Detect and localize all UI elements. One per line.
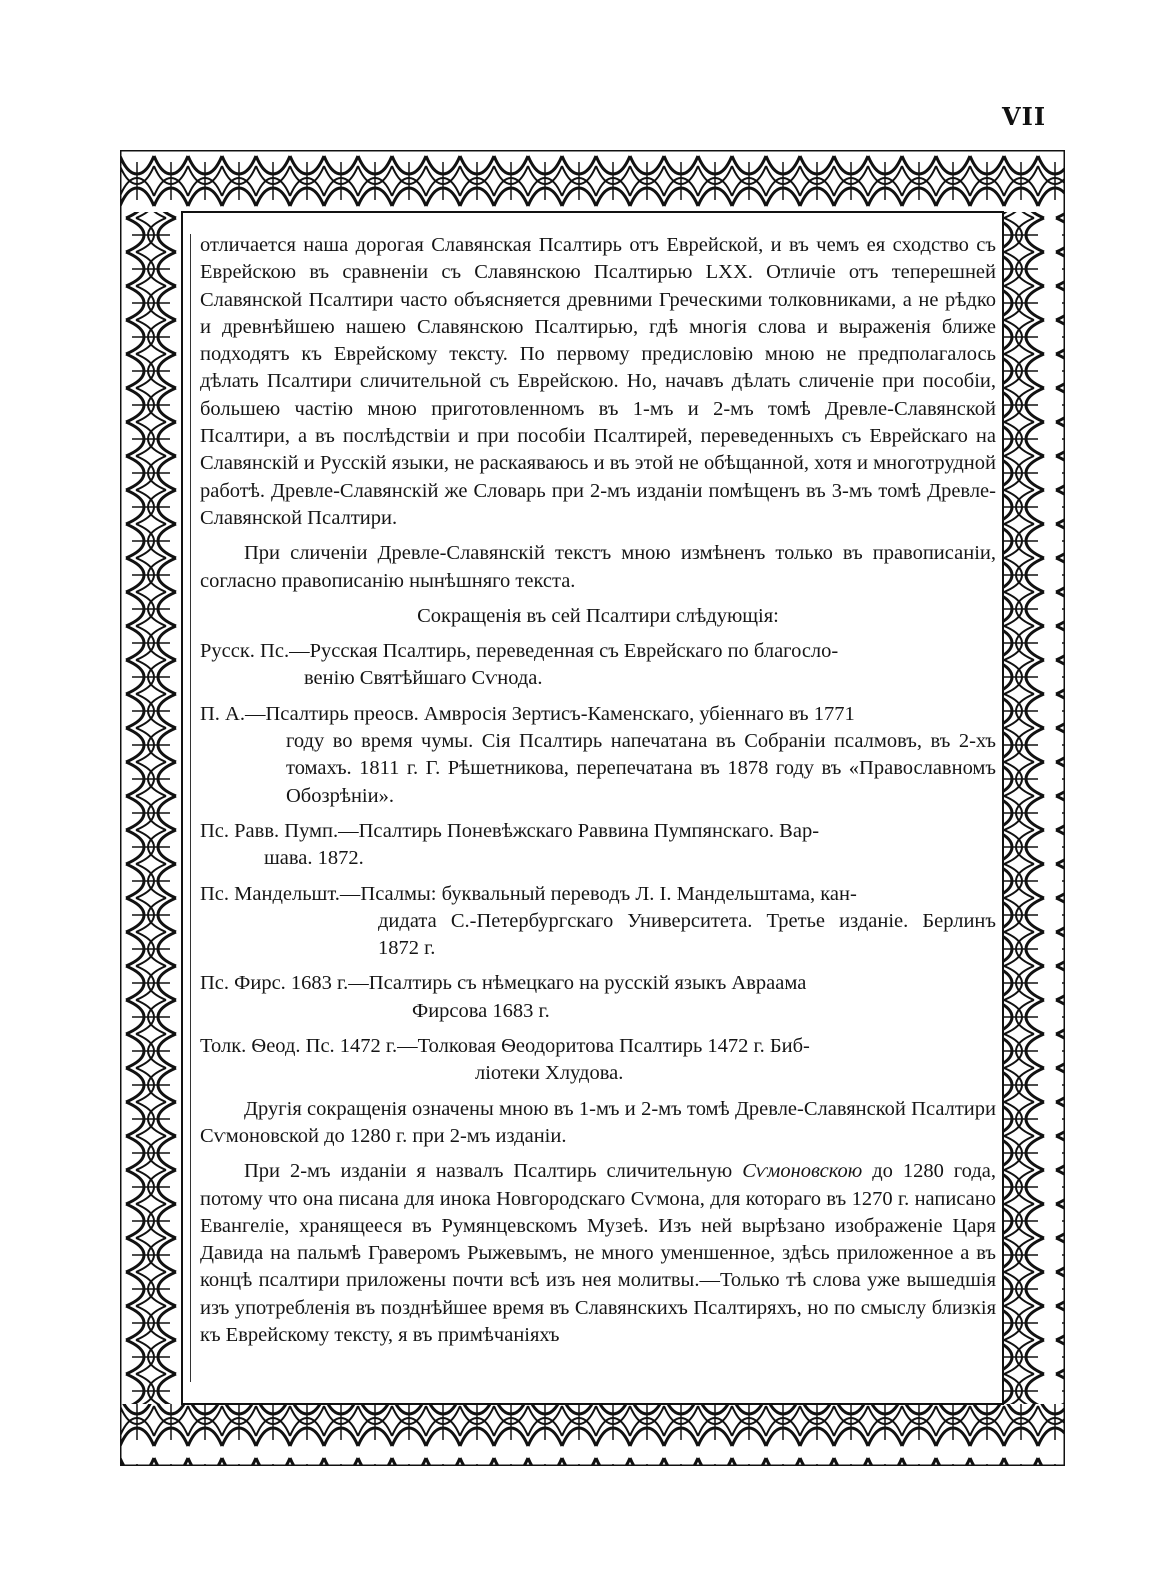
abbreviation-entry xyxy=(200,818,996,873)
abbreviation-term: Русск. Пс.—Русская Псалтирь, переведенная съ Еврейскаго по благосло- xyxy=(200,640,839,663)
abbreviation-term: Толк. Ѳеод. Пс. 1472 г.—Толковая Ѳеодоритова Псалтирь 1472 г. Биб- xyxy=(200,1035,810,1058)
abbreviation-continuation: году во время чумы. Сія Псалтирь напечатана въ Собраніи псалмовъ, въ 2-хъ томахъ. 1811 г. Г. Рѣшетникова, перепечатана въ 1878 году въ «Православномъ Обозрѣніи». xyxy=(286,730,996,807)
paragraph-4-start: При 2-мъ изданіи я назвалъ Псалтирь сличительную xyxy=(244,1160,743,1183)
margin-rule xyxy=(190,234,191,1382)
abbreviation-continuation: дидата С.-Петербургскаго Университета. Третье изданіе. Берлинъ 1872 г. xyxy=(378,909,996,960)
abbreviation-continuation: венію Святѣйшаго Сѵнода. xyxy=(304,667,543,690)
abbreviation-term: Пс. Мандельшт.—Псалмы: буквальный переводъ Л. І. Мандельштама, кан- xyxy=(200,882,857,905)
abbreviation-continuation: шава. 1872. xyxy=(264,847,364,870)
abbreviation-continuation: ліотеки Хлудова. xyxy=(475,1062,624,1085)
abbreviation-term: П. А.—Псалтирь преосв. Амвросія Зертисъ-Каменскаго, убіеннаго въ 1771 xyxy=(200,702,855,725)
abbreviation-entry xyxy=(200,1033,996,1088)
abbreviation-entry xyxy=(200,970,996,1025)
paragraph-4 xyxy=(200,1158,996,1349)
abbreviation-entry xyxy=(200,638,996,693)
abbreviation-entry xyxy=(200,881,996,963)
paragraph-2: При сличеніи Древле-Славянскій текстъ мною измѣненъ только въ правописаніи, согласно правописанію нынѣшняго текста. xyxy=(200,542,996,592)
abbreviation-continuation: Фирсова 1683 г. xyxy=(412,999,550,1022)
paragraph-1: отличается наша дорогая Славянская Псалтирь отъ Еврейской, и въ чемъ ея сходство съ Еврейскою въ сравненіи съ Славянскою Псалтирью LXX. Отличіе отъ теперешней Славянской Псалтири часто объясняется древними Греческими толковниками, а не рѣдко и древнѣйшею нашею Славянскою Псалтирью, гдѣ многія слова и выраженія ближе подходятъ къ Еврейскому тексту. По первому предисловію мною не предполагалось дѣлать Псалтири сличительной съ Еврейскою. Но, начавъ дѣлать сличеніе при пособіи, большею частію мною приготовленномъ въ 1-мъ и 2-мъ томѣ Древле-Славянской Псалтири, а въ послѣдствіи и при пособіи Псалтирей, переведенныхъ съ Еврейскаго на Славянскій и Русскій языки, не раскаяваюсь и въ этой не обѣщанной, хотя и многотрудной работѣ. Древле-Славянскій же Словарь при 2-мъ изданіи помѣщенъ въ 3-мъ томѣ Древле-Славянской Псалтири. xyxy=(200,234,996,529)
abbreviation-entry xyxy=(200,701,996,810)
paragraph-4-rest: до 1280 года, потому что она писана для инока Новгородскаго Сѵмона, для котораго въ 1270 г. написано Евангеліе, хранящееся въ Румянцевскомъ Музеѣ. Изъ ней вырѣзано изображеніе Царя Давида на пальмѣ Граверомъ Рыжевымъ, не много уменшенное, здѣсь приложенное а въ концѣ псалтири приложены почти всѣ изъ нея молитвы.—Только тѣ слова уже вышедшія изъ употребленія въ позднѣйшее время въ Славянскихъ Псалтиряхъ, но по смыслу близкія къ Еврейскому тексту, я въ примѣчаніяхъ xyxy=(200,1160,996,1346)
abbreviation-term: Пс. Фирс. 1683 г.—Псалтирь съ нѣмецкаго на русскій языкъ Авраама xyxy=(200,972,807,995)
abbreviation-term: Пс. Равв. Пумп.—Псалтирь Поневѣжскаго Раввина Пумпянскаго. Вар- xyxy=(200,819,820,842)
paragraph-3: Другія сокращенія означены мною въ 1-мъ и 2-мъ томѣ Древле-Славянской Псалтири Сѵмоновской до 1280 г. при 2-мъ изданіи. xyxy=(200,1097,996,1147)
page-number: VII xyxy=(1002,102,1047,131)
paragraph-4-italic: Сѵмоновскою xyxy=(742,1160,863,1183)
page-text xyxy=(200,232,996,1349)
abbreviations-heading: Сокращенія въ сей Псалтири слѣдующія: xyxy=(417,604,779,627)
